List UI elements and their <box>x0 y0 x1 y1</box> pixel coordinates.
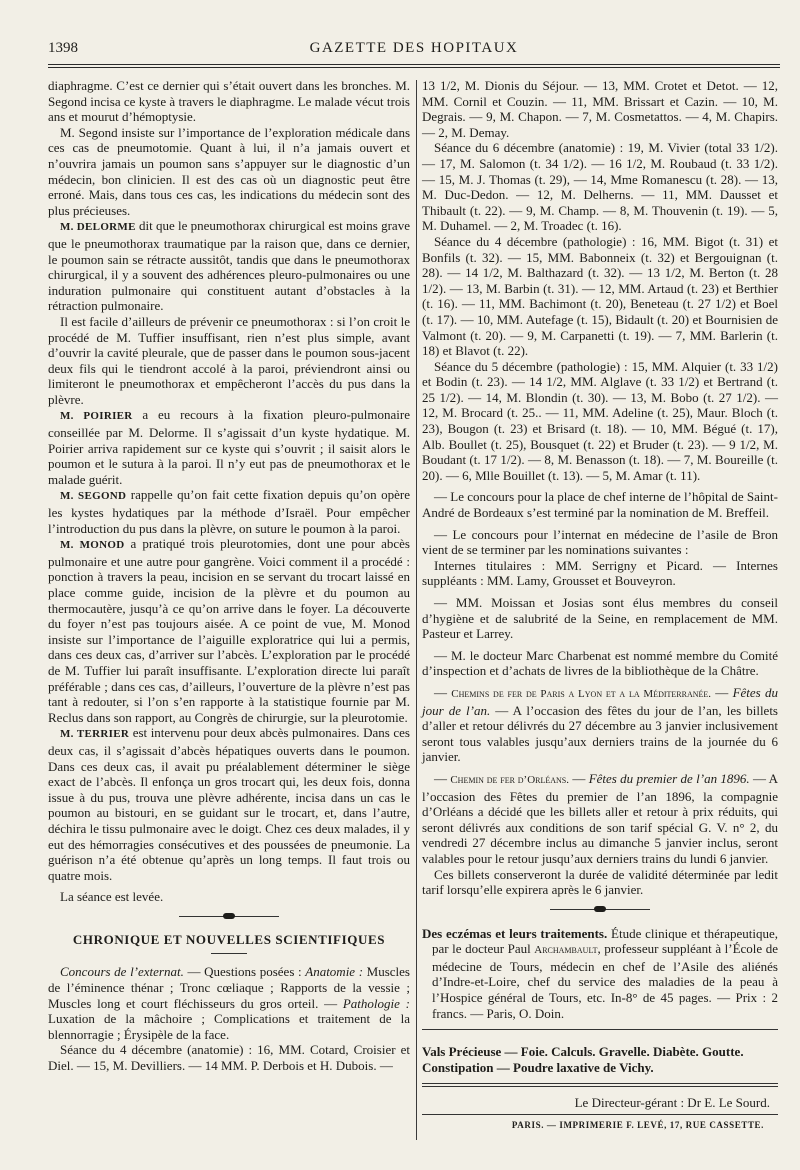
paragraph-text: , professeur suppléant à l’École de médecine de Tours, médecin en chef de l’Asile des aliénés d’Indre-et-Loire, chef du service des maladies de la peau à l’Hospice général de Tours, etc. In-8° de 45 pages. — Prix : 2 francs. — Paris, O. Doin. <box>432 941 779 1021</box>
paragraph: Séance du 6 décembre (anatomie) : 19, M. Vivier (total 33 1/2). — 17, M. Salomon (t. 34 1/2). — 16 1/2, M. Roubaud (t. 33 1/2). — 15, M. J. Thomas (t. 29), — 14, Mme Romanescu (t. 28). — 13, M. Duc-Dedon. — 12, M. Delherns. — 11, MM. Dausset et Thibault (t. 22). — 9, M. Champ. — 8, M. Thouvenin (t. 19). — 5, M. Duhamel. — 2, M. Troadec (t. 16). <box>422 140 778 234</box>
book-author: Archambault <box>534 944 598 957</box>
paragraph: Séance du 4 décembre (anatomie) : 16, MM. Cotard, Croisier et Diel. — 15, M. Devilliers. — 14 MM. P. Derbois et H. Dubois. — <box>48 1042 410 1074</box>
paragraph <box>48 725 410 883</box>
paragraph-text: Luxation de la mâchoire ; Complications et traitement de la blennorragie ; Érysipèle de la face. <box>48 1011 410 1042</box>
notice-title: Fêtes du jour de l’an. <box>422 684 779 718</box>
paragraph-text: a eu recours à la fixation pleuro-pulmonaire conseillée par M. Delorme. Il s’agissait d’un kyste hydatique. M. Poirier arriva rapidement sur ce kyste qui s’ouvrit ; il saisit alors le poumon et le sutura à la paroi. Il n’y eut pas de pneumothorax et le malade guérit. <box>48 407 410 487</box>
paragraph: Séance du 4 décembre (pathologie) : 16, MM. Bigot (t. 31) et Bonfils (t. 32). — 15, MM. Babonneix (t. 32) et Bergouignan (t. 28). — 14 1/2, M. Balthazard (t. 32). — 13 1/2, M. Berton (t. 28 1/2). — 13, M. Barbin (t. 31). — 12, MM. Artaud (t. 23) et Berthier (t. 16). — 11, MM. Bachimont (t. 20), Beneteau (t. 27 1/2) et Boel (t. 17). — 10, MM. Autefage (t. 15), Bidault (t. 20) et Bournisien de Valmont (t. 20). — 9, M. Carpanetti (t. 19). — 7, MM. Barlerin (t. 18) et Blavot (t. 22). <box>422 233 778 359</box>
page-number: 1398 <box>48 40 78 56</box>
advert-rule <box>422 1029 778 1030</box>
paragraph: Séance du 5 décembre (pathologie) : 15, MM. Alquier (t. 33 1/2) et Bodin (t. 23). — 14 1/2, MM. Alglave (t. 33 1/2) et Bertrand (t. 25 1/2). — 14, M. Blondin (t. 30). — 13, M. Bobo (t. 27 1/2). — 12, M. Brocard (t. 25.. — 11, MM. Adeline (t. 25), Maur. Bloch (t. 23), Bougon (t. 23) et Brisard (t. 18). — 10, MM. Bégué (t. 17), Alb. Boullet (t. 25), Bousquet (t. 22) et Bruder (t. 23). — 9 1/2, M. Boudant (t. 17 1/2). — 8, M. Benasson (t. 18). — 7, M. Boureille (t. 20). — 6, Mlle Bouillet (t. 13). — 5, M. Amar (t. 11). <box>422 358 778 483</box>
section-title: CHRONIQUE ET NOUVELLES SCIENTIFIQUES <box>72 931 386 947</box>
ornament-separator <box>48 910 410 922</box>
paragraph-text: Étude clinique et thérapeutique, par le docteur Paul <box>432 925 778 957</box>
paragraph: — M. le docteur Marc Charbenat est nommé membre du Comité d’inspection et d’achats de livres de la bibliothèque de la Châtre. <box>422 647 778 679</box>
closing-line: La séance est levée. <box>60 889 164 905</box>
running-title: GAZETTE DES HOPITAUX <box>309 40 519 56</box>
notice-title: Fêtes du premier de l’an 1896. <box>588 770 750 786</box>
book-title: Des eczémas et leurs traitements. <box>422 925 608 941</box>
railway-heading: Chemins de fer de Paris a Lyon et a la Méditerranée. <box>451 687 712 700</box>
advertisement-line: Vals Précieuse — Foie. Calculs. Gravelle. Diabète. Goutte. <box>422 1044 744 1060</box>
paragraph <box>48 536 410 725</box>
paragraph-text: dit que le pneumothorax chirurgical est moins grave que le pneumothorax traumatique par la raison que, dans ce dernier, le poumon sain se rétracte aussitôt, tandis que dans le pneumothorax chirurgical, il y a souvent des adhérences pleuro-pulmonaires ou une induration pulmonaire qui constituent autant d’obstacles à la rétraction pulmonaire. <box>48 218 410 314</box>
paragraph-text: a pratiqué trois pleurotomies, dont une pour abcès pulmonaire et une autre pour gangrène. Voici comment il a procédé : ponction à travers la peau, incision en se servant du trocart laissé en place comme guide, incision de la plèvre et du poumon au thermocautère, jusqu’à ce qu’on arrive dans le foyer. La découverte du foyer n’est pas toujours aisée. A ce point de vue, M. Monod insiste sur l’importance de l’aiguille exploratrice qui lui a permis, dans ces deux cas, d’arriver sur l’abcès. L’exploration par le procédé de M. Tuffier lui paraît insuffisante. L’exploration directe lui paraît préférable ; dans ces cas, d’ailleurs, l’ouverture de la plèvre n’est pas tant à redouter, si l’on s’en rapporte à la statistique fournie par M. Reclus dans son rapport, au Congrès de chirurgie, sur la pleurotomie. <box>48 536 410 725</box>
speaker-name: M. POIRIER <box>60 410 133 423</box>
paragraph <box>48 487 410 536</box>
paragraph-text: — A l’occasion des Fêtes du premier de l’an 1896, la compagnie d’Orléans a décidé que les billets aller et retour à prix réduits, qui seront délivrés aux conditions de son tarif spécial G. V. n° 2, du vendredi 27 décembre inclus au dimanche 5 janvier inclus, seront valables pour le retour jusqu’aux derniers trains du lundi 6 janvier. <box>422 770 779 866</box>
item-title: Concours de l’externat. <box>60 964 184 980</box>
paragraph: — Le concours pour la place de chef interne de l’hôpital de Saint-André de Bordeaux s’est terminé par la nomination de M. Breffeil. <box>422 489 778 521</box>
paragraph-text: rappelle qu’on fait cette fixation depuis qu’on opère les kystes hydatiques par la méthode d’Israël. Pour empêcher l’introduction du pus dans la plèvre, on suture le poumon à la paroi. <box>48 487 410 536</box>
book-notice <box>422 926 778 1022</box>
paragraph: 13 1/2, M. Dionis du Séjour. — 13, MM. Crotet et Detot. — 12, MM. Cornil et Couzin. — 11, MM. Brissart et Cazin. — 10, M. Degrais. — 9, M. Chapon. — 7, M. Cosmetattos. — 4, M. Chapirs. — 2, M. Demay. <box>422 78 778 140</box>
left-column <box>48 78 410 1074</box>
subject-label: Pathologie : <box>342 995 410 1011</box>
paragraph: Ces billets conserveront la durée de validité déterminée par ledit tarif lorsqu’elle expirera après le 6 janvier. <box>422 866 778 898</box>
speaker-name: M. SEGOND <box>60 490 127 503</box>
double-rule <box>422 1083 778 1087</box>
paragraph: M. Segond insiste sur l’importance de l’exploration médicale dans ces cas de pneumotomie. Quant à lui, il n’a jamais ouvert et n’ouvrira jamais un poumon sans s’appuyer sur le diagnostic d’un médecin, bon clinicien. Il est des cas où un diagnostic peut être erroné. Mais, dans tous ces cas, les indications du médecin sont des plus précieuses. <box>48 124 410 218</box>
header-rule-top <box>48 64 780 65</box>
paragraph: — Chemins de fer de Paris a Lyon et a la Méditerranée. — Fêtes du jour de l’an. — A l’occasion des fêtes du jour de l’an, les billets d’aller et retour délivrés du 27 décembre au 3 janvier inclusivement seront tous valables jusqu’aux derniers trains de la journée du 6 janvier. <box>422 684 779 765</box>
page-header <box>48 40 780 62</box>
footer-rule <box>422 1114 778 1115</box>
paragraph: — Chemin de fer d’Orléans. — Fêtes du premier de l’an 1896. — A l’occasion des Fêtes du premier de l’an 1896, la compagnie d’Orléans a décidé que les billets aller et retour à prix réduits, qui seront délivrés aux conditions de son tarif spécial G. V. n° 2, du vendredi 27 décembre inclus au dimanche 5 janvier inclus, seront valables pour le retour jusqu’aux derniers trains du lundi 6 janvier. <box>422 770 779 866</box>
paragraph: Internes titulaires : MM. Serrigny et Picard. — Internes suppléants : MM. Lamy, Grousset et Bouveyron. <box>422 557 778 589</box>
paragraph <box>48 964 410 1042</box>
paragraph: — Le concours pour l’internat en médecine de l’asile de Bron vient de se terminer par les nominations suivantes : <box>422 526 778 558</box>
director-signature: Le Directeur-gérant : Dr E. Le Sourd. <box>574 1095 770 1111</box>
printer-imprint: PARIS. — IMPRIMERIE F. LEVÉ, 17, RUE CASSETTE. <box>511 1120 764 1131</box>
subject-label: Anatomie : <box>305 964 364 980</box>
speaker-name: M. DELORME <box>60 221 136 234</box>
advertisement-line: Constipation — Poudre laxative de Vichy. <box>422 1059 654 1075</box>
paragraph: Il est facile d’ailleurs de prévenir ce pneumothorax : si l’on croit le procédé de M. Tuffier insuffisant, rien n’est plus simple, avant d’ouvrir la cavité pleurale, que de passer dans le poumon sous-jacent deux fils qui le tiendront accolé à la paroi, préviendront ainsi ou limiteront le pneumothorax et empêcheront l’accès du pus dans la plèvre. <box>48 313 410 407</box>
paragraph-text: — A l’occasion des fêtes du jour de l’an, les billets d’aller et retour délivrés du 27 décembre au 3 janvier inclusivement seront tous valables jusqu’aux derniers trains de la journée du 6 janvier. <box>422 702 778 765</box>
column-divider <box>416 80 417 1140</box>
paragraph: diaphragme. C’est ce dernier qui s’était ouvert dans les bronches. M. Segond incisa ce kyste à travers le diaphragme. Le malade vécut trois ans et mourut d’hémoptysie. <box>48 78 410 125</box>
right-column <box>422 78 778 1134</box>
section-rule <box>211 953 247 954</box>
paragraph <box>48 407 410 487</box>
speaker-name: M. MONOD <box>60 539 125 552</box>
ornament-separator <box>422 903 778 915</box>
paragraph-text: — Questions posées : <box>183 964 306 980</box>
header-rule-bottom <box>48 67 780 68</box>
paragraph-text: est intervenu pour deux abcès pulmonaires. Dans ces deux cas, il s’agissait d’abcès hépatiques ouverts dans le poumon. Dans ces deux cas, il avait pu préalablement déterminer le siège exact de l’abcès. Il enfonça un gros trocart qui, les deux fois, donna issue à du pus, trouva une plèvre adhérente, incisa dans un cas le poumon au bistouri, en se guidant sur le trocart, et, dans l’autre, déchira le tissu pulmonaire avec le doigt. Chez ces deux malades, il y eut des hémorragies consécutives et des poussées de pneumonie. La guérison n’a été obtenue qu’après un long temps. Il faut trois ou quatre mois. <box>48 725 410 883</box>
speaker-name: M. TERRIER <box>60 728 130 741</box>
railway-heading: Chemin de fer d’Orléans. <box>450 773 569 786</box>
paragraph-text: Muscles de l’éminence thénar ; Tronc cœliaque ; Rapports de la vessie ; Muscles long et court fléchisseurs du gros orteil. — <box>48 964 410 1011</box>
paragraph: — MM. Moissan et Josias sont élus membres du conseil d’hygiène et de salubrité de la Seine, en remplacement de MM. Pasteur et Larrey. <box>422 595 778 642</box>
paragraph <box>48 218 410 314</box>
